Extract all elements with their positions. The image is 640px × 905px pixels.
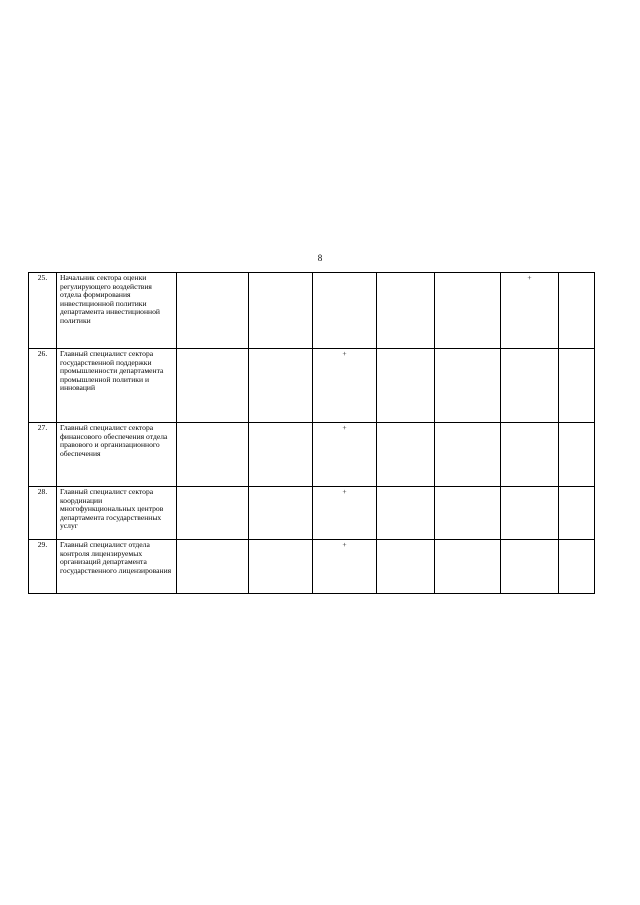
row-number: 29.	[29, 540, 57, 594]
position-name: Главный специалист сектора государственной поддержки промышленности департамента промышленной политики и инноваций	[57, 349, 177, 423]
mark-cell	[177, 273, 249, 349]
mark-cell	[559, 349, 595, 423]
mark-cell	[559, 487, 595, 540]
page-number: 8	[317, 253, 323, 263]
mark-cell	[249, 273, 313, 349]
mark-cell	[249, 540, 313, 594]
mark-cell	[559, 273, 595, 349]
mark-cell	[501, 423, 559, 487]
row-number: 26.	[29, 349, 57, 423]
mark-cell	[177, 423, 249, 487]
mark-cell	[377, 540, 435, 594]
mark-cell	[501, 487, 559, 540]
mark-cell	[177, 540, 249, 594]
mark-cell: +	[501, 273, 559, 349]
table-row	[29, 273, 595, 349]
mark-cell: +	[313, 487, 377, 540]
mark-cell	[177, 349, 249, 423]
mark-cell	[249, 487, 313, 540]
position-name: Главный специалист сектора координации многофункциональных центров департамента государственных услуг	[57, 487, 177, 540]
mark-cell: +	[313, 349, 377, 423]
mark-cell	[435, 540, 501, 594]
mark-cell	[435, 487, 501, 540]
mark-cell	[377, 349, 435, 423]
row-number: 27.	[29, 423, 57, 487]
mark-cell	[435, 423, 501, 487]
table-row	[29, 349, 595, 423]
mark-cell	[177, 487, 249, 540]
position-name: Главный специалист отдела контроля лицензируемых организаций департамента государственного лицензирования	[57, 540, 177, 594]
table-row	[29, 540, 595, 594]
mark-cell: +	[313, 540, 377, 594]
mark-cell	[377, 423, 435, 487]
mark-cell	[377, 487, 435, 540]
mark-cell	[435, 349, 501, 423]
mark-cell	[249, 423, 313, 487]
position-name: Начальник сектора оценки регулирующего воздействия отдела формирования инвестиционной политики департамента инвестиционной политики	[57, 273, 177, 349]
row-number: 28.	[29, 487, 57, 540]
mark-cell	[249, 349, 313, 423]
mark-cell	[377, 273, 435, 349]
table-row	[29, 487, 595, 540]
table-row	[29, 423, 595, 487]
mark-cell	[501, 349, 559, 423]
mark-cell	[559, 540, 595, 594]
mark-cell	[559, 423, 595, 487]
position-name: Главный специалист сектора финансового обеспечения отдела правового и организационного обеспечения	[57, 423, 177, 487]
mark-cell	[435, 273, 501, 349]
positions-table	[28, 272, 595, 594]
row-number: 25.	[29, 273, 57, 349]
mark-cell	[313, 273, 377, 349]
mark-cell: +	[313, 423, 377, 487]
mark-cell	[501, 540, 559, 594]
